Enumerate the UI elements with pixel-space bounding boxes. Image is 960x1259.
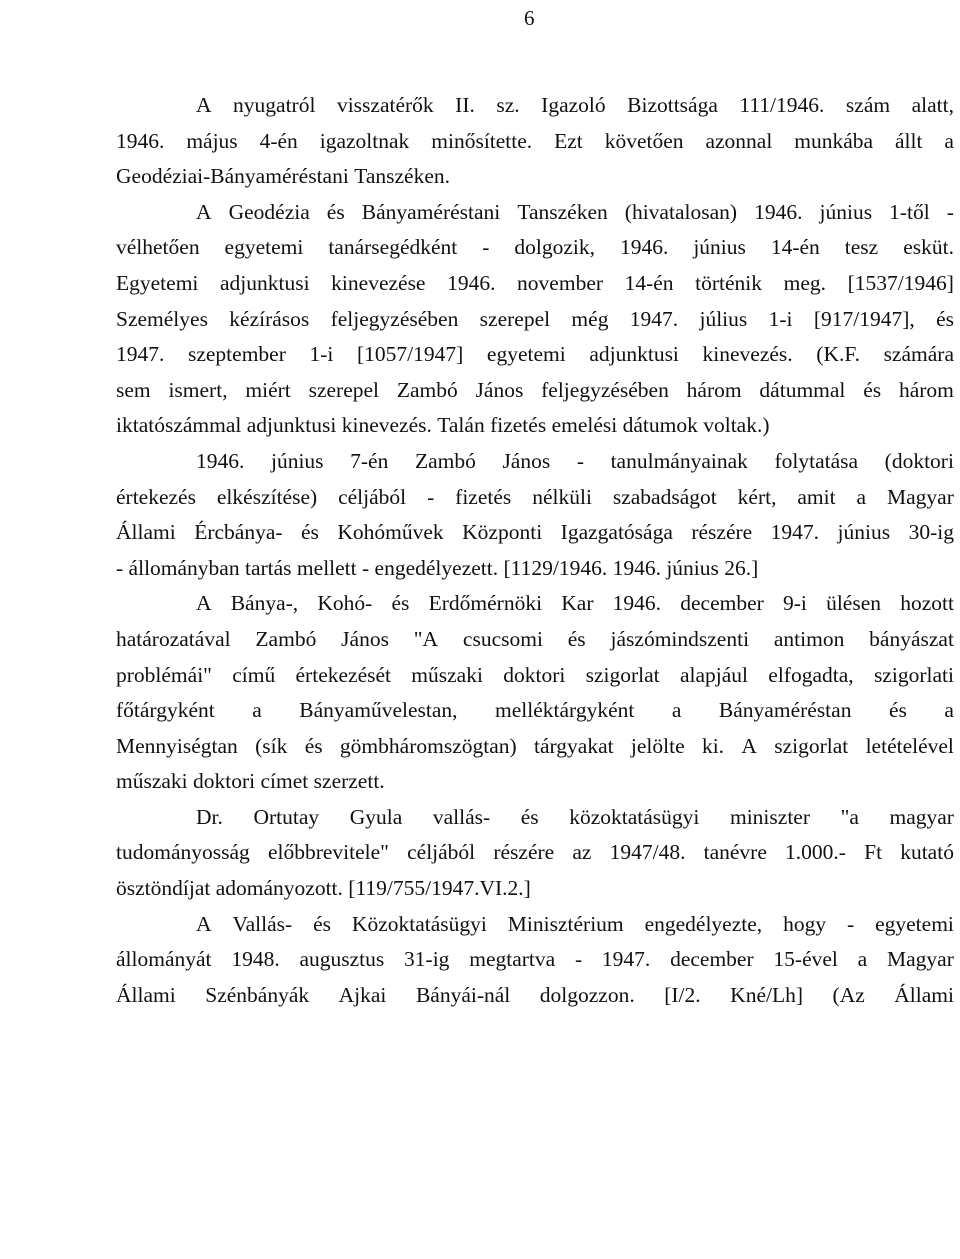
text-line: 1946. május 4-én igazoltnak minősítette. Ezt követően azonnal munkába állt a	[116, 128, 954, 153]
body-text	[116, 88, 954, 1013]
text-line: Személyes kézírásos feljegyzésében szerepel még 1947. július 1-i [917/1947], és	[116, 306, 954, 331]
paragraph	[116, 800, 954, 907]
paragraph	[116, 907, 954, 1014]
text-line: problémái" című értekezését műszaki doktori szigorlat alapjául elfogadta, szigorlati	[116, 662, 954, 687]
text-line: A Geodézia és Bányaméréstani Tanszéken (hivatalosan) 1946. június 1-től -	[196, 199, 954, 224]
text-line: műszaki doktori címet szerzett.	[116, 769, 385, 794]
text-line: határozatával Zambó János "A csucsomi és jászómindszenti antimon bányászat	[116, 626, 954, 651]
text-line: Geodéziai-Bányaméréstani Tanszéken.	[116, 164, 450, 189]
text-line: iktatószámmal adjunktusi kinevezés. Talán fizetés emelési dátumok voltak.)	[116, 413, 770, 438]
text-line: Egyetemi adjunktusi kinevezése 1946. november 14-én történik meg. [1537/1946]	[116, 270, 954, 295]
page-number: 6	[524, 6, 535, 30]
text-line: Állami Szénbányák Ajkai Bányái-nál dolgozzon. [I/2. Kné/Lh] (Az Állami	[116, 982, 954, 1007]
text-line: A nyugatról visszatérők II. sz. Igazoló Bizottsága 111/1946. szám alatt,	[196, 93, 954, 117]
text-line: sem ismert, miért szerepel Zambó János feljegyzésében három dátummal és három	[116, 377, 954, 402]
text-line: vélhetően egyetemi tanársegédként - dolgozik, 1946. június 14-én tesz esküt.	[116, 235, 954, 260]
text-line: 1946. június 7-én Zambó János - tanulmányainak folytatása (doktori	[196, 448, 954, 473]
text-line: főtárgyként a Bányaművelestan, melléktárgyként a Bányaméréstan és a	[116, 698, 954, 723]
text-line: tudományosság előbbrevitele" céljából részére az 1947/48. tanévre 1.000.- Ft kutató	[116, 840, 954, 865]
paragraph	[116, 586, 954, 800]
text-line: ösztöndíjat adományozott. [119/755/1947.VI.2.]	[116, 876, 531, 901]
text-line: - állományban tartás mellett - engedélyezett. [1129/1946. 1946. június 26.]	[116, 555, 759, 580]
text-line: Mennyiségtan (sík és gömbháromszögtan) tárgyakat jelölte ki. A szigorlat letételével	[116, 733, 954, 758]
paragraph	[116, 444, 954, 586]
text-line: állományát 1948. augusztus 31-ig megtartva - 1947. december 15-ével a Magyar	[116, 947, 954, 972]
paragraph	[116, 195, 954, 444]
paragraph	[116, 88, 954, 195]
text-line: Állami Ércbánya- és Kohóművek Központi Igazgatósága részére 1947. június 30-ig	[116, 520, 954, 545]
text-line: A Vallás- és Közoktatásügyi Minisztérium engedélyezte, hogy - egyetemi	[196, 911, 954, 936]
text-line: értekezés elkészítése) céljából - fizetés nélküli szabadságot kért, amit a Magyar	[116, 484, 954, 509]
text-line: A Bánya-, Kohó- és Erdőmérnöki Kar 1946. december 9-i ülésen hozott	[196, 591, 954, 616]
text-line: 1947. szeptember 1-i [1057/1947] egyetemi adjunktusi kinevezés. (K.F. számára	[116, 342, 954, 367]
text-line: Dr. Ortutay Gyula vallás- és közoktatásügyi miniszter "a magyar	[196, 804, 954, 829]
